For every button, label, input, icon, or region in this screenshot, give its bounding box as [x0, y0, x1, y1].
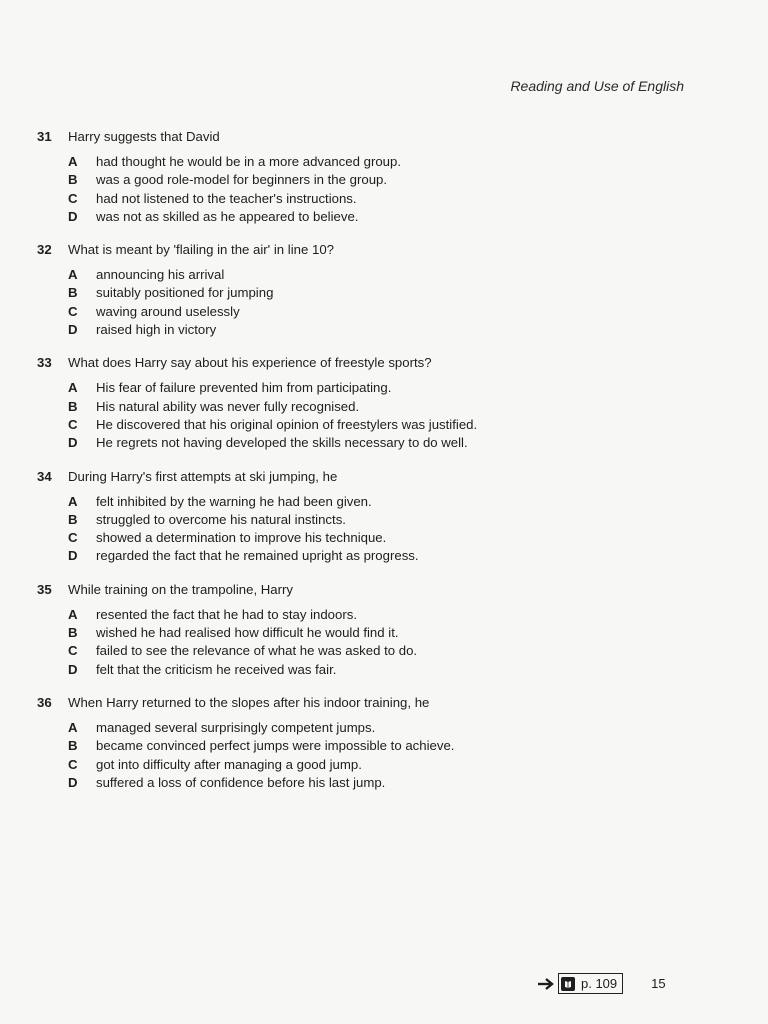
option-text: had thought he would be in a more advanced group. — [96, 154, 401, 169]
question-list — [37, 128, 717, 807]
question-stem — [37, 581, 717, 599]
page-number: 15 — [651, 976, 666, 991]
option-text: felt that the criticism he received was fair. — [96, 661, 337, 677]
option-c — [37, 303, 717, 321]
option-letter: A — [68, 719, 78, 735]
option-letter: B — [68, 285, 78, 301]
option-text: was not as skilled as he appeared to believe. — [96, 208, 359, 224]
question-number: 31 — [37, 129, 52, 144]
option-letter: A — [68, 606, 78, 622]
option-text: suitably positioned for jumping — [96, 285, 274, 301]
option-letter: B — [68, 398, 78, 414]
option-d — [37, 434, 717, 452]
option-letter: D — [68, 774, 78, 790]
option-letter: A — [68, 154, 78, 169]
option-text: suffered a loss of confidence before his last jump. — [96, 774, 386, 790]
option-text: wished he had realised how difficult he would find it. — [96, 625, 399, 641]
question-text: During Harry's first attempts at ski jumping, he — [68, 468, 338, 484]
option-a — [37, 493, 717, 511]
option-a — [37, 606, 717, 624]
option-d — [37, 661, 717, 679]
option-letter: D — [68, 661, 78, 677]
option-text: His natural ability was never fully recognised. — [96, 398, 360, 414]
option-c — [37, 642, 717, 660]
option-a — [37, 266, 717, 284]
option-c — [37, 416, 717, 434]
question-33 — [37, 354, 717, 452]
option-a — [37, 153, 717, 171]
option-d — [37, 208, 717, 226]
question-number: 32 — [37, 242, 52, 258]
option-b — [37, 398, 717, 416]
arrow-right-icon — [537, 977, 555, 991]
question-number: 35 — [37, 581, 52, 597]
section-title: Reading and Use of English — [510, 78, 684, 94]
option-text: failed to see the relevance of what he was asked to do. — [96, 643, 418, 659]
option-text: had not listened to the teacher's instructions. — [96, 190, 357, 206]
option-text: became convinced perfect jumps were impossible to achieve. — [96, 738, 455, 754]
option-letter: C — [68, 303, 78, 319]
option-letter: B — [68, 511, 78, 527]
option-letter: C — [68, 530, 78, 546]
book-icon — [561, 977, 575, 991]
question-stem — [37, 468, 717, 486]
option-c — [37, 190, 717, 208]
question-stem — [37, 128, 717, 146]
option-letter: D — [68, 208, 78, 224]
option-text: showed a determination to improve his technique. — [96, 530, 387, 546]
question-stem — [37, 694, 717, 712]
question-34 — [37, 468, 717, 566]
option-text: His fear of failure prevented him from participating. — [96, 380, 392, 396]
option-letter: C — [68, 416, 78, 432]
option-letter: C — [68, 643, 78, 659]
option-b — [37, 511, 717, 529]
question-number: 34 — [37, 468, 52, 484]
question-number: 33 — [37, 355, 52, 371]
option-c — [37, 529, 717, 547]
option-text: felt inhibited by the warning he had been given. — [96, 493, 372, 509]
option-letter: C — [68, 190, 78, 206]
question-text: Harry suggests that David — [68, 129, 220, 144]
option-d — [37, 321, 717, 339]
option-letter: C — [68, 756, 78, 772]
option-text: He discovered that his original opinion of freestylers was justified. — [96, 416, 478, 432]
option-text: regarded the fact that he remained upright as progress. — [96, 548, 419, 564]
question-stem — [37, 241, 717, 259]
question-text: While training on the trampoline, Harry — [68, 581, 294, 597]
option-text: got into difficulty after managing a good jump. — [96, 756, 362, 772]
option-text: raised high in victory — [96, 322, 217, 338]
option-letter: A — [68, 493, 78, 509]
question-35 — [37, 581, 717, 679]
option-text: waving around uselessly — [96, 303, 240, 319]
question-36 — [37, 694, 717, 792]
option-text: He regrets not having developed the skills necessary to do well. — [96, 435, 468, 451]
option-d — [37, 774, 717, 792]
answer-key-reference[interactable] — [558, 973, 623, 994]
option-letter: D — [68, 322, 78, 338]
option-c — [37, 756, 717, 774]
option-letter: B — [68, 172, 78, 188]
option-b — [37, 624, 717, 642]
option-letter: A — [68, 380, 78, 396]
question-32 — [37, 241, 717, 339]
option-text: resented the fact that he had to stay indoors. — [96, 606, 357, 622]
option-text: announcing his arrival — [96, 267, 225, 283]
option-letter: A — [68, 267, 78, 283]
option-letter: B — [68, 625, 78, 641]
option-b — [37, 171, 717, 189]
page-footer — [537, 973, 666, 994]
option-d — [37, 547, 717, 565]
question-text: When Harry returned to the slopes after his indoor training, he — [68, 694, 430, 710]
reference-page-label: p. 109 — [581, 976, 618, 991]
option-text: struggled to overcome his natural instincts. — [96, 511, 346, 527]
option-a — [37, 379, 717, 397]
option-letter: B — [68, 738, 78, 754]
option-b — [37, 284, 717, 302]
question-stem — [37, 354, 717, 372]
option-b — [37, 737, 717, 755]
question-text: What is meant by 'flailing in the air' in line 10? — [68, 242, 334, 258]
question-31 — [37, 128, 717, 226]
option-letter: D — [68, 548, 78, 564]
option-text: was a good role-model for beginners in the group. — [96, 172, 388, 188]
option-text: managed several surprisingly competent jumps. — [96, 719, 376, 735]
question-text: What does Harry say about his experience of freestyle sports? — [68, 355, 432, 371]
option-a — [37, 719, 717, 737]
question-number: 36 — [37, 694, 52, 710]
option-letter: D — [68, 435, 78, 451]
